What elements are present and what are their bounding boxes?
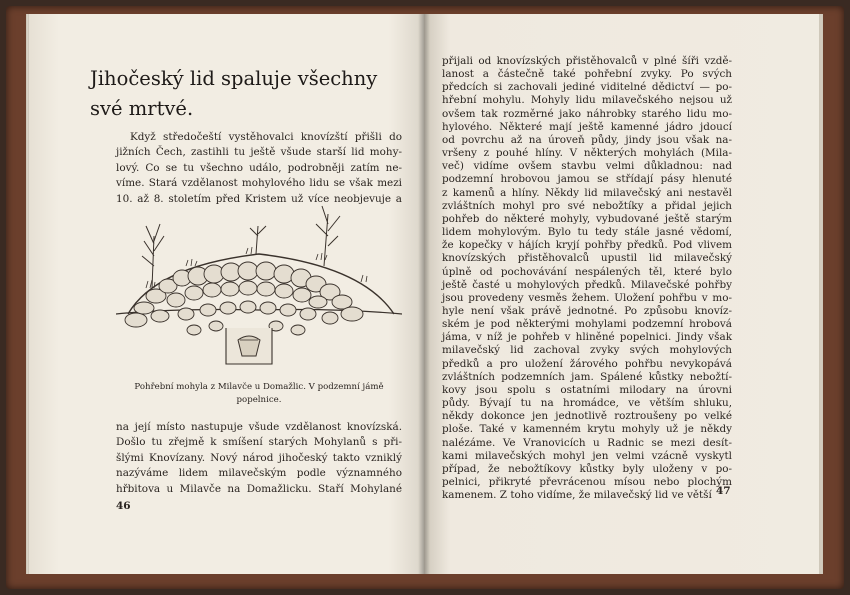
- text-line: Když středočeští vystěhovalci knovízští přišli do: [130, 131, 402, 143]
- text-line: hyle není však právě jednotné. Po způsobu knovíz-: [442, 304, 732, 317]
- caption-line: popelnice.: [236, 395, 282, 405]
- text-line: 10. až 8. stoletím před Kristem už více neobjevuje a: [116, 192, 402, 205]
- figure-caption: [116, 381, 402, 407]
- text-line: půdy. Bývají tu na hromádce, ve větším shluku,: [442, 397, 732, 410]
- text-line: več) vidíme ovšem stavbu velmi důkladnou: nad: [442, 160, 732, 173]
- right-page-text: [442, 55, 732, 502]
- text-line: vršeny z pouhé hlíny. V některých mohylách (Mila-: [442, 147, 732, 160]
- text-line: Došlo tu zřejmě k smíšení starých Mohylanů s při-: [116, 436, 402, 449]
- text-line: hřbitova u Milavče na Domažlicku. Staří Mohylané: [116, 482, 402, 495]
- text-line: lidem mohylovým. Bylo tu tedy stále jasné vědomí,: [442, 226, 732, 239]
- text-line: jáma, v níž je pohřeb v hliněné popelnici. Jindy však: [442, 331, 732, 344]
- continuation-paragraph: [116, 420, 402, 497]
- text-line: lanost a částečně také pohřební zvyky. Po svých: [442, 68, 732, 81]
- caption-line: Pohřební mohyla z Milavče u Domažlic. V podzemní jámě: [134, 382, 384, 392]
- text-line: ploše. Také v kamenném krytu mohyly už je někdy: [442, 423, 732, 436]
- text-line: na její místo nastupuje všude vzdělanost knovízská.: [116, 421, 402, 433]
- burial-mound-icon: [116, 196, 402, 376]
- text-line: hřební mohylu. Mohyly lidu milavečského nejsou už: [442, 94, 732, 107]
- text-line: kamenem. Z toho vidíme, že milavečský lid ve větší: [442, 489, 712, 502]
- text-line: jižních Čech, zastihli tu ještě všude starší lid mohy-: [116, 146, 402, 159]
- text-line: podzemní hrobovou jamou se střídají pásy hlenuté: [442, 173, 732, 186]
- text-line: ovšem tak rozměrné jako náhrobky starého lidu mo-: [442, 107, 732, 120]
- text-line: z kamenů a hlíny. Někdy lid milavečský ani nestavěl: [442, 186, 732, 199]
- text-line: zvláštních mohyl pro své nebožtíky a přidal jejich: [442, 199, 732, 212]
- burial-mound-illustration: [116, 196, 402, 376]
- text-line: zvláštních podzemních jam. Spálené kůstky nebožtí-: [442, 370, 732, 383]
- text-line: nalézáme. Ve Vranovicích u Radnic se mezi desít-: [442, 436, 732, 449]
- text-line: ském je pod některými mohylami podzemní hrobová: [442, 318, 732, 331]
- text-line: případ, že nebožtíkovy kůstky byly uloženy v po-: [442, 462, 732, 475]
- text-line: hylového. Některé mají ještě kamenné jádro jdoucí: [442, 120, 732, 133]
- text-line: kovy jsou spolu s ostatními milodary na úrovni: [442, 383, 732, 396]
- text-line: pelnici, přikryté převrácenou mísou nebo plochým: [442, 476, 732, 488]
- text-line: šlými Knovízany. Nový národ jihočeský takto vzniklý: [116, 451, 402, 464]
- text-line: úplně od pochovávání nespálených těl, které bylo: [442, 265, 732, 278]
- text-line: knovízských přistěhovalců upustil lid milavečský: [442, 252, 732, 265]
- text-line: předků a pro uložení žárového pohřbu nevykopává: [442, 357, 732, 370]
- text-line: od povrchu až na úroveň půdy, jindy jsou však na-: [442, 133, 732, 146]
- page-number-right: 47: [716, 485, 731, 497]
- text-line: někdy dokonce jen jednotlivě roztroušeny po velké: [442, 410, 732, 423]
- text-line: kami milavečských mohyl jen velmi vzácně vyskytl: [442, 449, 732, 462]
- text-line: předcích si zachovali jediné viditelné dědictví — po-: [442, 81, 732, 94]
- text-line: jsou provedeny vesměs žehem. Uložení pohřbu v mo-: [442, 291, 732, 304]
- text-line: lový. Co se tu všechno událo, podrobněji zatím ne-: [116, 161, 402, 174]
- text-line: že kopečky v hájích kryjí pohřby předků. Pod vlivem: [442, 239, 732, 252]
- text-line: milavečský lid zachoval zvyky svých mohylových: [442, 344, 732, 357]
- book-gutter: [418, 14, 430, 574]
- text-line: nazýváme lidem milavečským podle významného: [116, 467, 402, 480]
- text-line: přijali od knovízských přistěhovalců v plné šíři vzdě-: [442, 55, 732, 67]
- text-line: ještě časté u mohylových předků. Milavečské pohřby: [442, 278, 732, 291]
- chapter-heading: Jihočeský lid spaluje všechny své mrtvé.: [90, 67, 378, 120]
- page-number-left: 46: [116, 500, 131, 512]
- text-line: pohřeb do některé mohyly, vybudované ještě starým: [442, 212, 732, 225]
- text-line: víme. Stará vzdělanost mohylového lidu se však mezi: [116, 177, 402, 190]
